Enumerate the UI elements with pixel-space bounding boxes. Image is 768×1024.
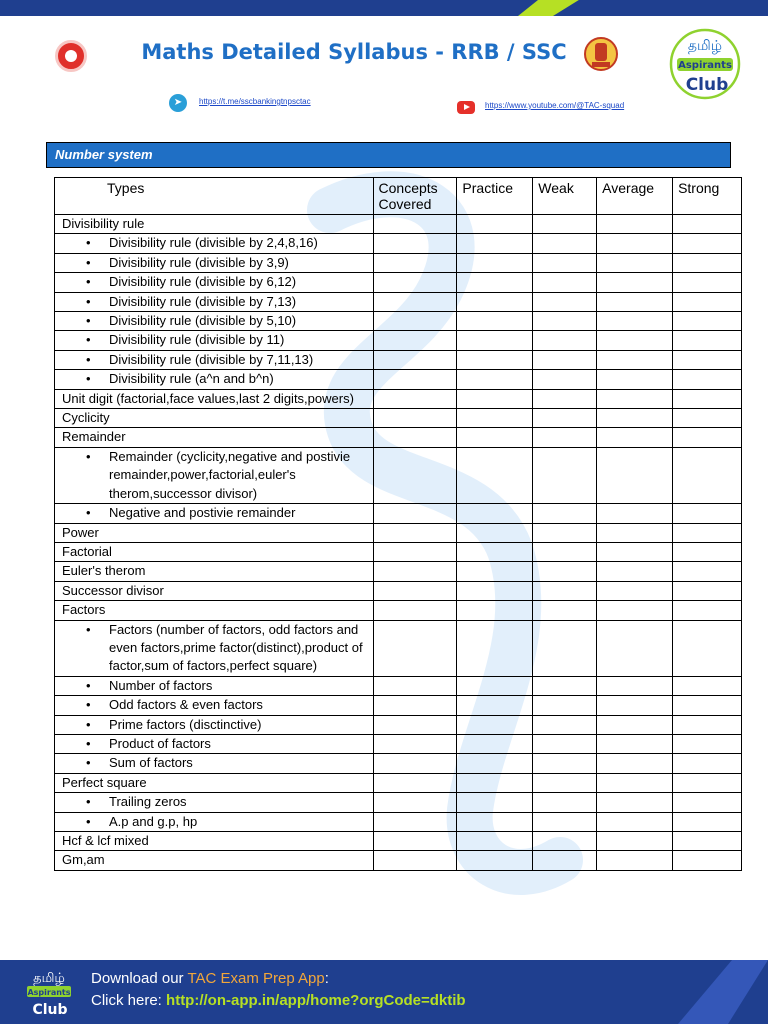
header-concepts-covered: Concepts Covered (373, 178, 457, 215)
footer-logo-mid-text: Aspirants (27, 988, 71, 997)
table-row (55, 253, 742, 272)
cell-average[interactable] (597, 832, 673, 851)
cell-weak[interactable] (533, 542, 597, 561)
header-weak: Weak (533, 178, 597, 215)
table-row (55, 562, 742, 581)
cell-concepts-covered[interactable] (373, 542, 457, 561)
cell-strong[interactable] (673, 331, 742, 350)
cell-average[interactable] (597, 542, 673, 561)
cell-strong[interactable] (673, 734, 742, 753)
cell-weak[interactable] (533, 331, 597, 350)
cell-concepts-covered[interactable] (373, 447, 457, 503)
cell-average[interactable] (597, 812, 673, 831)
cell-practice[interactable] (457, 234, 533, 253)
subtopic-cell: • Divisibility rule (divisible by 3,9) (55, 253, 374, 272)
tac-logo-mid-text: Aspirants (678, 60, 732, 71)
tac-logo (669, 28, 741, 100)
table-row (55, 581, 742, 600)
table-row (55, 832, 742, 851)
table-row (55, 601, 742, 620)
table-row (55, 331, 742, 350)
cell-strong[interactable] (673, 620, 742, 676)
topic-cell: Power (55, 523, 374, 542)
cell-strong[interactable] (673, 851, 742, 870)
cell-strong[interactable] (673, 215, 742, 234)
subtopic-cell: • Remainder (cyclicity,negative and postivie remainder,power,factorial,euler's therom,successor divisor) (55, 447, 374, 503)
subtopic-cell: • Divisibility rule (divisible by 2,4,8,16) (55, 234, 374, 253)
cell-weak[interactable] (533, 312, 597, 331)
cell-practice[interactable] (457, 370, 533, 389)
topic-cell: Perfect square (55, 773, 374, 792)
cell-concepts-covered[interactable] (373, 620, 457, 676)
cell-weak[interactable] (533, 715, 597, 734)
cell-strong[interactable] (673, 447, 742, 503)
cell-average[interactable] (597, 773, 673, 792)
cell-concepts-covered[interactable] (373, 851, 457, 870)
cell-concepts-covered[interactable] (373, 562, 457, 581)
cell-average[interactable] (597, 409, 673, 428)
cell-strong[interactable] (673, 350, 742, 369)
cell-practice[interactable] (457, 389, 533, 408)
cell-weak[interactable] (533, 504, 597, 523)
cell-strong[interactable] (673, 312, 742, 331)
cell-practice[interactable] (457, 715, 533, 734)
footer-app-link[interactable]: http://on-app.in/app/home?orgCode=dktib (166, 992, 466, 1009)
cell-practice[interactable] (457, 215, 533, 234)
cell-weak[interactable] (533, 793, 597, 812)
youtube-link[interactable]: https://www.youtube.com/@TAC-squad (485, 101, 625, 110)
cell-concepts-covered[interactable] (373, 428, 457, 447)
table-row (55, 312, 742, 331)
cell-average[interactable] (597, 447, 673, 503)
subtopic-cell: • A.p and g.p, hp (55, 812, 374, 831)
cell-average[interactable] (597, 601, 673, 620)
cell-strong[interactable] (673, 754, 742, 773)
cell-weak[interactable] (533, 523, 597, 542)
cell-practice[interactable] (457, 620, 533, 676)
cell-strong[interactable] (673, 234, 742, 253)
cell-concepts-covered[interactable] (373, 696, 457, 715)
cell-strong[interactable] (673, 370, 742, 389)
subtopic-cell: • Divisibility rule (divisible by 7,11,13) (55, 350, 374, 369)
cell-average[interactable] (597, 428, 673, 447)
cell-average[interactable] (597, 754, 673, 773)
page-title: Maths Detailed Syllabus - RRB / SSC (141, 40, 567, 64)
footer-logo-bottom-text: Club (32, 1002, 68, 1018)
cell-concepts-covered[interactable] (373, 273, 457, 292)
cell-concepts-covered[interactable] (373, 812, 457, 831)
table-row (55, 523, 742, 542)
subtopic-cell: • Prime factors (disctinctive) (55, 715, 374, 734)
table-row (55, 409, 742, 428)
cell-average[interactable] (597, 234, 673, 253)
syllabus-table (54, 177, 742, 871)
cell-average[interactable] (597, 676, 673, 695)
table-row (55, 754, 742, 773)
tac-logo-top-text: தமிழ் (687, 38, 723, 54)
topic-cell: Gm,am (55, 851, 374, 870)
cell-practice[interactable] (457, 350, 533, 369)
table-row (55, 734, 742, 753)
table-row (55, 851, 742, 870)
table-row (55, 504, 742, 523)
cell-practice[interactable] (457, 562, 533, 581)
table-header-row (55, 178, 742, 215)
footer-app-name: TAC Exam Prep App (187, 970, 325, 987)
table-row (55, 715, 742, 734)
cell-weak[interactable] (533, 215, 597, 234)
cell-weak[interactable] (533, 581, 597, 600)
cell-average[interactable] (597, 215, 673, 234)
youtube-icon[interactable] (457, 101, 475, 114)
cell-weak[interactable] (533, 562, 597, 581)
cell-concepts-covered[interactable] (373, 312, 457, 331)
subtopic-cell: • Divisibility rule (divisible by 7,13) (55, 292, 374, 311)
cell-strong[interactable] (673, 581, 742, 600)
cell-weak[interactable] (533, 370, 597, 389)
table-row (55, 696, 742, 715)
table-row (55, 350, 742, 369)
cell-concepts-covered[interactable] (373, 409, 457, 428)
cell-weak[interactable] (533, 620, 597, 676)
cell-average[interactable] (597, 581, 673, 600)
cell-strong[interactable] (673, 292, 742, 311)
subtopic-cell: • Divisibility rule (a^n and b^n) (55, 370, 374, 389)
topic-cell: Successor divisor (55, 581, 374, 600)
cell-weak[interactable] (533, 734, 597, 753)
cell-practice[interactable] (457, 331, 533, 350)
cell-weak[interactable] (533, 754, 597, 773)
cell-average[interactable] (597, 389, 673, 408)
cell-concepts-covered[interactable] (373, 350, 457, 369)
cell-weak[interactable] (533, 253, 597, 272)
subtopic-cell: • Factors (number of factors, odd factors and even factors,prime factor(distinct),product of factor,sum of factors,perfect square) (55, 620, 374, 676)
cell-practice[interactable] (457, 273, 533, 292)
cell-concepts-covered[interactable] (373, 234, 457, 253)
cell-average[interactable] (597, 292, 673, 311)
cell-average[interactable] (597, 312, 673, 331)
cell-practice[interactable] (457, 428, 533, 447)
footer-click-text: Click here: http://on-app.in/app/home?orgCode=dktib (91, 992, 466, 1009)
table-row (55, 620, 742, 676)
section-header (46, 142, 731, 168)
cell-practice[interactable] (457, 504, 533, 523)
cell-weak[interactable] (533, 601, 597, 620)
table-row (55, 273, 742, 292)
subtopic-cell: • Divisibility rule (divisible by 6,12) (55, 273, 374, 292)
cell-practice[interactable] (457, 409, 533, 428)
cell-average[interactable] (597, 715, 673, 734)
cell-strong[interactable] (673, 253, 742, 272)
cell-average[interactable] (597, 562, 673, 581)
cell-concepts-covered[interactable] (373, 734, 457, 753)
cell-practice[interactable] (457, 696, 533, 715)
cell-strong[interactable] (673, 715, 742, 734)
cell-concepts-covered[interactable] (373, 754, 457, 773)
cell-strong[interactable] (673, 832, 742, 851)
topic-cell: Factors (55, 601, 374, 620)
topic-cell: Cyclicity (55, 409, 374, 428)
cell-weak[interactable] (533, 428, 597, 447)
cell-practice[interactable] (457, 312, 533, 331)
table-row (55, 812, 742, 831)
cell-concepts-covered[interactable] (373, 370, 457, 389)
topic-cell: Divisibility rule (55, 215, 374, 234)
subtopic-cell: • Divisibility rule (divisible by 5,10) (55, 312, 374, 331)
topic-cell: Unit digit (factorial,face values,last 2 digits,powers) (55, 389, 374, 408)
topic-cell: Hcf & lcf mixed (55, 832, 374, 851)
topic-cell: Euler's therom (55, 562, 374, 581)
cell-weak[interactable] (533, 389, 597, 408)
cell-strong[interactable] (673, 389, 742, 408)
cell-concepts-covered[interactable] (373, 832, 457, 851)
cell-practice[interactable] (457, 581, 533, 600)
cell-weak[interactable] (533, 234, 597, 253)
cell-practice[interactable] (457, 734, 533, 753)
footer-logo-top-text: தமிழ் (33, 971, 65, 986)
cell-practice[interactable] (457, 773, 533, 792)
cell-strong[interactable] (673, 409, 742, 428)
cell-average[interactable] (597, 793, 673, 812)
cell-average[interactable] (597, 331, 673, 350)
cell-weak[interactable] (533, 851, 597, 870)
header-average: Average (597, 178, 673, 215)
table-row (55, 773, 742, 792)
subtopic-cell: • Sum of factors (55, 754, 374, 773)
cell-concepts-covered[interactable] (373, 504, 457, 523)
cell-practice[interactable] (457, 253, 533, 272)
cell-concepts-covered[interactable] (373, 773, 457, 792)
subtopic-cell: • Odd factors & even factors (55, 696, 374, 715)
cell-strong[interactable] (673, 812, 742, 831)
cell-weak[interactable] (533, 832, 597, 851)
table-row (55, 542, 742, 561)
cell-concepts-covered[interactable] (373, 389, 457, 408)
cell-strong[interactable] (673, 542, 742, 561)
cell-average[interactable] (597, 350, 673, 369)
cell-weak[interactable] (533, 773, 597, 792)
ssc-emblem-icon (584, 34, 618, 74)
cell-average[interactable] (597, 370, 673, 389)
header-strong: Strong (673, 178, 742, 215)
cell-practice[interactable] (457, 447, 533, 503)
cell-strong[interactable] (673, 601, 742, 620)
cell-practice[interactable] (457, 292, 533, 311)
tac-logo-bottom-text: Club (685, 75, 729, 95)
cell-practice[interactable] (457, 851, 533, 870)
top-banner-blue-stripe (553, 0, 768, 16)
table-row (55, 234, 742, 253)
cell-practice[interactable] (457, 754, 533, 773)
cell-concepts-covered[interactable] (373, 715, 457, 734)
cell-practice[interactable] (457, 832, 533, 851)
cell-strong[interactable] (673, 504, 742, 523)
footer-download-text: Download our TAC Exam Prep App: (91, 970, 329, 987)
cell-strong[interactable] (673, 428, 742, 447)
section-title: Number system (55, 147, 153, 162)
footer-tac-logo (24, 964, 74, 1020)
cell-practice[interactable] (457, 601, 533, 620)
telegram-link[interactable]: https://t.me/sscbankingtnpsctac (199, 97, 311, 106)
cell-concepts-covered[interactable] (373, 523, 457, 542)
cell-strong[interactable] (673, 562, 742, 581)
cell-strong[interactable] (673, 273, 742, 292)
subtopic-cell: • Trailing zeros (55, 793, 374, 812)
table-row (55, 389, 742, 408)
cell-weak[interactable] (533, 409, 597, 428)
cell-concepts-covered[interactable] (373, 292, 457, 311)
cell-average[interactable] (597, 696, 673, 715)
cell-weak[interactable] (533, 350, 597, 369)
table-row (55, 447, 742, 503)
cell-concepts-covered[interactable] (373, 676, 457, 695)
cell-practice[interactable] (457, 793, 533, 812)
cell-strong[interactable] (673, 773, 742, 792)
cell-concepts-covered[interactable] (373, 793, 457, 812)
cell-concepts-covered[interactable] (373, 601, 457, 620)
cell-weak[interactable] (533, 273, 597, 292)
cell-concepts-covered[interactable] (373, 581, 457, 600)
cell-practice[interactable] (457, 676, 533, 695)
footer-banner (0, 960, 768, 1024)
cell-strong[interactable] (673, 793, 742, 812)
cell-average[interactable] (597, 273, 673, 292)
subtopic-cell: • Divisibility rule (divisible by 11) (55, 331, 374, 350)
table-row (55, 428, 742, 447)
cell-weak[interactable] (533, 676, 597, 695)
cell-strong[interactable] (673, 676, 742, 695)
cell-strong[interactable] (673, 523, 742, 542)
cell-practice[interactable] (457, 523, 533, 542)
cell-practice[interactable] (457, 542, 533, 561)
cell-average[interactable] (597, 253, 673, 272)
cell-weak[interactable] (533, 696, 597, 715)
cell-practice[interactable] (457, 812, 533, 831)
cell-strong[interactable] (673, 696, 742, 715)
cell-weak[interactable] (533, 292, 597, 311)
cell-weak[interactable] (533, 812, 597, 831)
topic-cell: Factorial (55, 542, 374, 561)
cell-weak[interactable] (533, 447, 597, 503)
telegram-icon[interactable]: ➤ (169, 94, 187, 112)
table-row (55, 676, 742, 695)
table-row (55, 215, 742, 234)
cell-average[interactable] (597, 851, 673, 870)
topic-cell: Remainder (55, 428, 374, 447)
table-row (55, 370, 742, 389)
table-row (55, 292, 742, 311)
cell-average[interactable] (597, 620, 673, 676)
subtopic-cell: • Negative and postivie remainder (55, 504, 374, 523)
subtopic-cell: • Product of factors (55, 734, 374, 753)
cell-concepts-covered[interactable] (373, 331, 457, 350)
header-practice: Practice (457, 178, 533, 215)
table-row (55, 793, 742, 812)
cell-average[interactable] (597, 504, 673, 523)
cell-average[interactable] (597, 734, 673, 753)
cell-concepts-covered[interactable] (373, 253, 457, 272)
header-types: Types (55, 178, 374, 215)
subtopic-cell: • Number of factors (55, 676, 374, 695)
cell-concepts-covered[interactable] (373, 215, 457, 234)
cell-average[interactable] (597, 523, 673, 542)
